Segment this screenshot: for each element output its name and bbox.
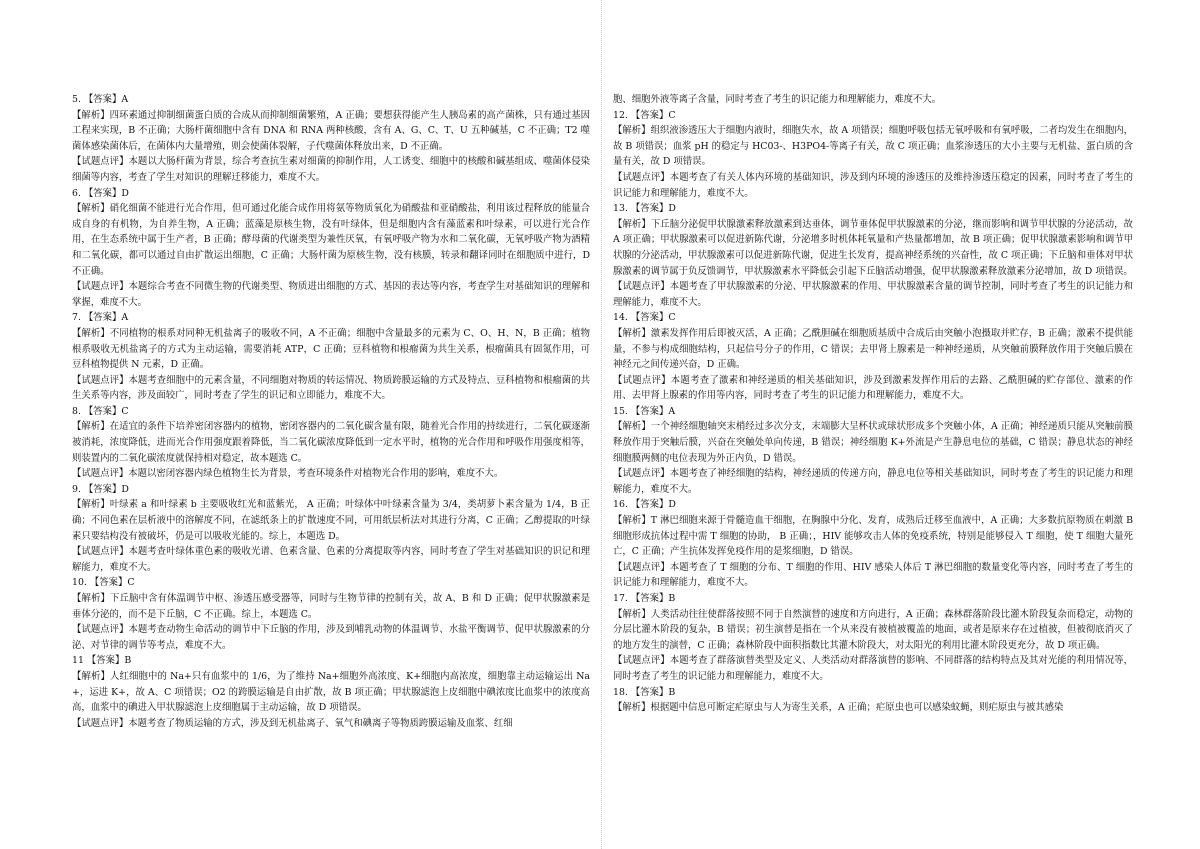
question-block	[613, 92, 1133, 108]
commentary-paragraph: 【试题点评】本题以大肠杆菌为背景，综合考查抗生素对细菌的抑制作用，人工诱变、细胞中的核酸和碱基组成、噬菌体侵染细菌等内容，考查了学生对知识的理解迁移能力，难度不大。	[72, 156, 590, 183]
analysis-paragraph: 【解析】T 淋巴细胞来源于骨髓造血干细胞，在胸腺中分化、发育，成熟后迁移至血液中，A 正确；大多数抗原物质在刺激 B 细胞形成抗体过程中需 T 细胞的协助， B 正确；，HIV 能够攻击人体的免疫系统，特别是能够侵入 T 细胞，使 T 细胞大量死亡，C 正确；产生抗体发挥免疫作用的是浆细胞，D 错误。	[613, 515, 1133, 558]
question-block	[613, 591, 1133, 685]
answer-line: 13. 【答案】D	[613, 203, 676, 215]
analysis-paragraph: 【解析】人类活动往往使群落按照不同于自然演替的速度和方向进行，A 正确；森林群落阶段比灌木阶段复杂而稳定，动物的分层比灌木阶段的复杂，B 错误；初生演替是指在一个从来没有被植被覆盖的地面，或者是原来存在过植被，但被彻底消灭了的地方发生的演替，C 正确；森林阶段中面积指数比其灌木阶段大，对太阳光的利用比灌木阶段更充分，故 D 项正确。	[613, 608, 1133, 651]
question-block	[72, 310, 590, 404]
question-block	[72, 575, 590, 653]
analysis-paragraph: 【解析】激素发挥作用后即被灭活，A 正确；乙酰胆碱在细胞质基质中合成后由突触小泡摄取并贮存，B 正确；激素不提供能量，不参与构成细胞结构，只起信号分子的作用，C 错误；去甲肾上腺素是一种神经递质，从突触前膜释放作用于突触后膜在神经元之间传递兴奋，D 正确。	[613, 327, 1133, 371]
answer-line: 17. 【答案】B	[613, 593, 676, 604]
answer-line: 10. 【答案】C	[72, 577, 135, 589]
commentary-paragraph: 【试题点评】本题考查了有关人体内环境的基础知识，涉及到内环境的渗透压的及维持渗透压稳定的因素，同时考查了考生的识记能力和理解能力，难度不大。	[613, 171, 1133, 199]
analysis-paragraph: 胞、细胞外液等离子含量，同时考查了考生的识记能力和理解能力，难度不大。	[613, 94, 942, 105]
question-block	[613, 497, 1133, 591]
answer-line: 14. 【答案】C	[613, 312, 676, 324]
commentary-paragraph: 【试题点评】本题综合考查不同微生物的代谢类型、物质进出细胞的方式、基因的表达等内容，考查学生对基础知识的理解和掌握，难度不大。	[72, 281, 590, 308]
analysis-paragraph: 【解析】根据题中信息可断定疟原虫与人为寄生关系，A 正确；疟原虫也可以感染蚊蝇，则疟原虫与被其感染	[613, 702, 1064, 714]
answer-line: 15. 【答案】A	[613, 405, 676, 417]
answer-line: 18. 【答案】B	[613, 686, 676, 698]
analysis-paragraph: 【解析】在适宜的条件下培养密闭容器内的植物，密闭容器内的二氧化碳含量有限，随着光合作用的持续进行，二氧化碳逐渐被消耗，浓度降低，进而光合作用强度跟着降低，当二氧化碳浓度降低到一定水平时，植物的光合作用和呼吸作用强度相等，则装置内的二氧化碳浓度就保持相对稳定，故本题选 C。	[72, 421, 590, 464]
analysis-paragraph: 【解析】下丘脑中含有体温调节中枢、渗透压感受器等，同时与生物节律的控制有关，故 A、B 和 D 正确；促甲状腺激素是垂体分泌的，而不是下丘脑，C 不正确。综上，本题选 C。	[72, 593, 590, 620]
answer-line: 12. 【答案】C	[613, 109, 676, 121]
question-block	[613, 310, 1133, 404]
question-block	[613, 404, 1133, 498]
analysis-paragraph: 【解析】不同植物的根系对同种无机盐离子的吸收不同，A 不正确；细胞中含量最多的元素为 C、O、H、N，B 正确；植物根系吸收无机盐离子的方式为主动运输，需要消耗 ATP，C 正确；豆科植物和根瘤菌为共生关系，根瘤菌具有固氮作用，可豆科植物提供 N 元素，D 正确。	[72, 327, 590, 371]
question-block	[72, 404, 590, 482]
answer-line: 8. 【答案】C	[72, 405, 129, 417]
question-block	[72, 653, 590, 731]
analysis-paragraph: 【解析】下丘脑分泌促甲状腺激素释放激素到达垂体，调节垂体促甲状腺激素的分泌，继而影响和调节甲状腺的分泌活动，故 A 项正确；甲状腺激素可以促进新陈代谢，分泌增多时机体耗氧量和产热量都增加，故 B 项正确；促甲状腺激素影响和调节甲状腺的分泌活动，甲状腺激素可以促进新陈代谢，促进生长发育，提高神经系统的兴奋性，故 C 项正确；下丘脑和垂体对甲状腺激素的调节属于负反馈调节，甲状腺激素水平降低会引起下丘脑活动增强，促甲状腺激素释放激素分泌增加，故 D 项错误。	[613, 218, 1133, 277]
answer-line: 11 【答案】B	[72, 655, 132, 667]
column-divider	[601, 0, 602, 849]
analysis-paragraph: 【解析】一个神经细胞轴突末梢经过多次分支，末端膨大呈杯状或球状形成多个突触小体，A 正确；神经递质只能从突触前膜释放作用于突触后膜，兴奋在突触处单向传递，B 错误；神经细胞 K+外流是产生静息电位的基础，C 错误；静息状态的神经细胞膜两侧的电位表现为外正内负，D 错误。	[613, 421, 1133, 464]
question-block	[72, 186, 590, 311]
commentary-paragraph: 【试题点评】本题以密闭容器内绿色植物生长为背景，考查环境条件对植物光合作用的影响，难度不大。	[72, 468, 504, 480]
question-block	[613, 108, 1133, 202]
left-column	[72, 92, 590, 731]
analysis-paragraph: 【解析】四环素通过抑制细菌蛋白质的合成从而抑制细菌繁殖，A 正确；要想获得能产生人胰岛素的高产菌株，只有通过基因工程来实现，B 不正确；大肠杆菌细胞中含有 DNA 和 RNA 两种核酸，含有 A、G、C、T、U 五种碱基，C 不正确；T2 噬菌体感染菌体后，在菌体内大量增殖，则会使菌体裂解，子代噬菌体释放出来，D 不正确。	[72, 109, 590, 152]
commentary-paragraph: 【试题点评】本题考查动物生命活动的调节中下丘脑的作用，涉及到哺乳动物的体温调节、水盐平衡调节、促甲状腺激素的分泌、对节律的调节等考点，难度不大。	[72, 624, 590, 651]
analysis-paragraph: 【解析】叶绿素 a 和叶绿素 b 主要吸收红光和蓝紫光， A 正确；叶绿体中叶绿素含量为 3/4，类胡萝卜素含量为 1/4，B 正确；不同色素在层析液中的溶解度不同，在滤纸条上的扩散速度不同，可用纸层析法对其进行分离，C 正确；乙醇提取的叶绿素只要结构没有被破坏，仍是可以吸收光能的。综上，本题选 D。	[72, 499, 590, 542]
answer-line: 5. 【答案】A	[72, 94, 129, 105]
commentary-paragraph: 【试题点评】本题考查了 T 细胞的分布、T 细胞的作用、HIV 感染人体后 T 淋巴细胞的数量变化等内容，同时考查了考生的识记能力和理解能力，难度不大。	[613, 561, 1133, 589]
question-block	[613, 201, 1133, 310]
commentary-paragraph: 【试题点评】本题考查细胞中的元素含量，不同细胞对物质的转运情况、物质跨膜运输的方式及特点、豆科植物和根瘤菌的共生关系等内容，涉及面较广，同时考查了学生的识记和立即能力，难度不大。	[72, 374, 590, 402]
answer-line: 9. 【答案】D	[72, 483, 129, 495]
right-column	[613, 92, 1133, 716]
question-block	[613, 685, 1133, 716]
question-block	[72, 482, 590, 576]
answer-line: 7. 【答案】A	[72, 312, 129, 324]
analysis-paragraph: 【解析】组织液渗透压大于细胞内液时，细胞失水，故 A 项错误；细胞呼吸包括无氧呼吸和有氧呼吸，二者均发生在细胞内，故 B 项错误；血浆 pH 的稳定与 HC03-、H3PO4-等离子有关，故 C 项正确；血浆渗透压的大小主要与无机盐、蛋白质的含量有关，故 D 项错误。	[613, 125, 1133, 168]
commentary-paragraph: 【试题点评】本题考查了群落演替类型及定义、人类活动对群落演替的影响、不同群落的结构特点及其对光能的利用情况等，同时考查了考生的识记能力和理解能力，难度不大。	[613, 655, 1133, 682]
answer-line: 6. 【答案】D	[72, 187, 129, 199]
question-block	[72, 92, 590, 186]
analysis-paragraph: 【解析】硝化细菌不能进行光合作用，但可通过化能合成作用将氨等物质氧化为硝酸盐和亚硝酸盐，利用该过程释放的能量合成自身的有机物，为自养生物，A 正确；蓝藻是原核生物，没有叶绿体，但是细胞内含有藻蓝素和叶绿素，可以进行光合作用，在生态系统中属于生产者，B 正确；酵母菌的代谢类型为兼性厌氧，有氧呼吸产物为水和二氧化碳，无氧呼吸产物为酒精和二氧化碳，都可以通过自由扩散运出细胞，C 正确；大肠杆菌为原核生物，没有核膜，转录和翻译同时在细胞质中进行，D 不正确。	[72, 203, 590, 277]
analysis-paragraph: 【解析】人红细胞中的 Na+只有血浆中的 1/6，为了维持 Na+细胞外高浓度、K+细胞内高浓度，细胞靠主动运输运出 Na+，运进 K+，故 A、C 项错误；O2 的跨膜运输是自由扩散，故 B 项正确；甲状腺滤泡上皮细胞中碘浓度比血浆中的浓度高高，血浆中的碘进入甲状腺滤泡上皮细胞属于主动运输，故 D 项错误。	[72, 670, 590, 714]
commentary-paragraph: 【试题点评】本题考查了激素和神经递质的相关基础知识，涉及到激素发挥作用后的去路、乙酰胆碱的贮存部位、激素的作用、去甲肾上腺素的作用等内容，同时考查了考生的识记能力和理解能力，难度不大。	[613, 374, 1133, 402]
commentary-paragraph: 【试题点评】本题考查了甲状腺激素的分泌、甲状腺激素的作用、甲状腺激素含量的调节控制，同时考查了考生的识记能力和理解能力，难度不大。	[613, 281, 1133, 308]
commentary-paragraph: 【试题点评】本题考查了物质运输的方式，涉及到无机盐离子、氧气和碘离子等物质跨膜运输及血浆、红细	[72, 717, 513, 729]
commentary-paragraph: 【试题点评】本题考查叶绿体重色素的吸收光谱、色素含量、色素的分离提取等内容，同时考查了学生对基础知识的识记和理解能力，难度不大。	[72, 546, 590, 573]
commentary-paragraph: 【试题点评】本题考查了神经细胞的结构，神经递质的传递方向，静息电位等相关基础知识，同时考查了考生的识记能力和理解能力，难度不大。	[613, 468, 1133, 495]
answer-line: 16. 【答案】D	[613, 499, 676, 511]
